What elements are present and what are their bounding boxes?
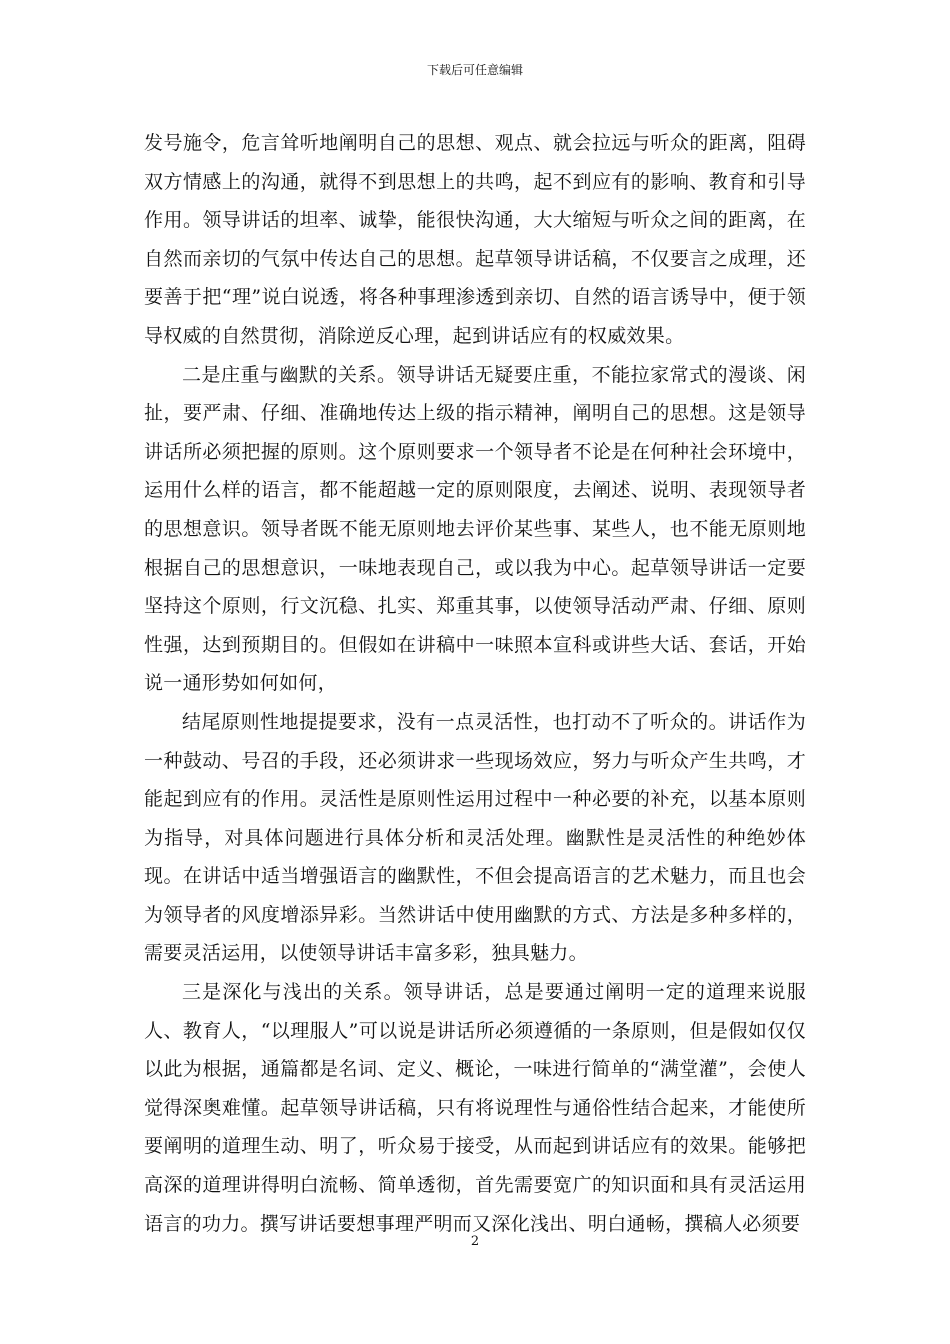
paragraph-continuation: 发号施令，危言耸听地阐明自己的思想、观点、就会拉远与听众的距离，阻碍双方情感上的沟通，就得不到思想上的共鸣，起不到应有的影响、教育和引导作用。领导讲话的坦率、诚挚，能很快沟通，大大缩短与听众之间的距离，在自然而亲切的气氛中传达自己的思想。起草领导讲话稿，不仅要言之成理，还要善于把“理”说白说透，将各种事理渗透到亲切、自然的语言诱导中，便于领导权威的自然贯彻，消除逆反心理，起到讲话应有的权威效果。 [144, 132, 806, 347]
page-number: 2 [470, 1234, 480, 1249]
paragraph-flexibility: 结尾原则性地提提要求，没有一点灵活性，也打动不了听众的。讲话作为一种鼓动、号召的手段，还必须讲求一些现场效应，努力与听众产生共鸣，才能起到应有的作用。灵活性是原则性运用过程中一种必要的补充，以基本原则为指导，对具体问题进行具体分析和灵活处理。幽默性是灵活性的种绝妙体现。在讲话中适当增强语言的幽默性，不但会提高语言的艺术魅力，而且也会为领导者的风度增添异彩。当然讲话中使用幽默的方式、方法是多种多样的，需要灵活运用，以使领导讲话丰富多彩，独具魅力。 [144, 710, 806, 965]
page-header: 下载后可任意编辑 [426, 63, 523, 77]
paragraph-depth-simplicity: 三是深化与浅出的关系。领导讲话，总是要通过阐明一定的道理来说服人、教育人，“以理服人”可以说是讲话所必须遵循的一条原则，但是假如仅仅以此为根据，通篇都是名词、定义、概论，一味进行简单的“满堂灌”，会使人觉得深奥难懂。起草领导讲话稿，只有将说理性与通俗性结合起来，才能使所要阐明的道理生动、明了，听众易于接受，从而起到讲话应有的效果。能够把高深的道理讲得明白流畅、简单透彻，首先需要宽广的知识面和具有灵活运用语言的功力。撰写讲话要想事理严明而又深化浅出、明白通畅，撰稿人必须要 [144, 981, 806, 1235]
document-body [144, 124, 806, 1243]
paragraph-solemnity-humor: 二是庄重与幽默的关系。领导讲话无疑要庄重，不能拉家常式的漫谈、闲扯，要严肃、仔细、准确地传达上级的指示精神，阐明自己的思想。这是领导讲话所必须把握的原则。这个原则要求一个领导者不论是在何种社会环境中，运用什么样的语言，都不能超越一定的原则限度，去阐述、说明、表现领导者的思想意识。领导者既不能无原则地去评价某些事、某些人，也不能无原则地根据自己的思想意识，一味地表现自己，或以我为中心。起草领导讲话一定要坚持这个原则，行文沉稳、扎实、郑重其事，以使领导活动严肃、仔细、原则性强，达到预期目的。但假如在讲稿中一味照本宣科或讲些大话、套话，开始说一通形势如何如何， [144, 363, 806, 695]
